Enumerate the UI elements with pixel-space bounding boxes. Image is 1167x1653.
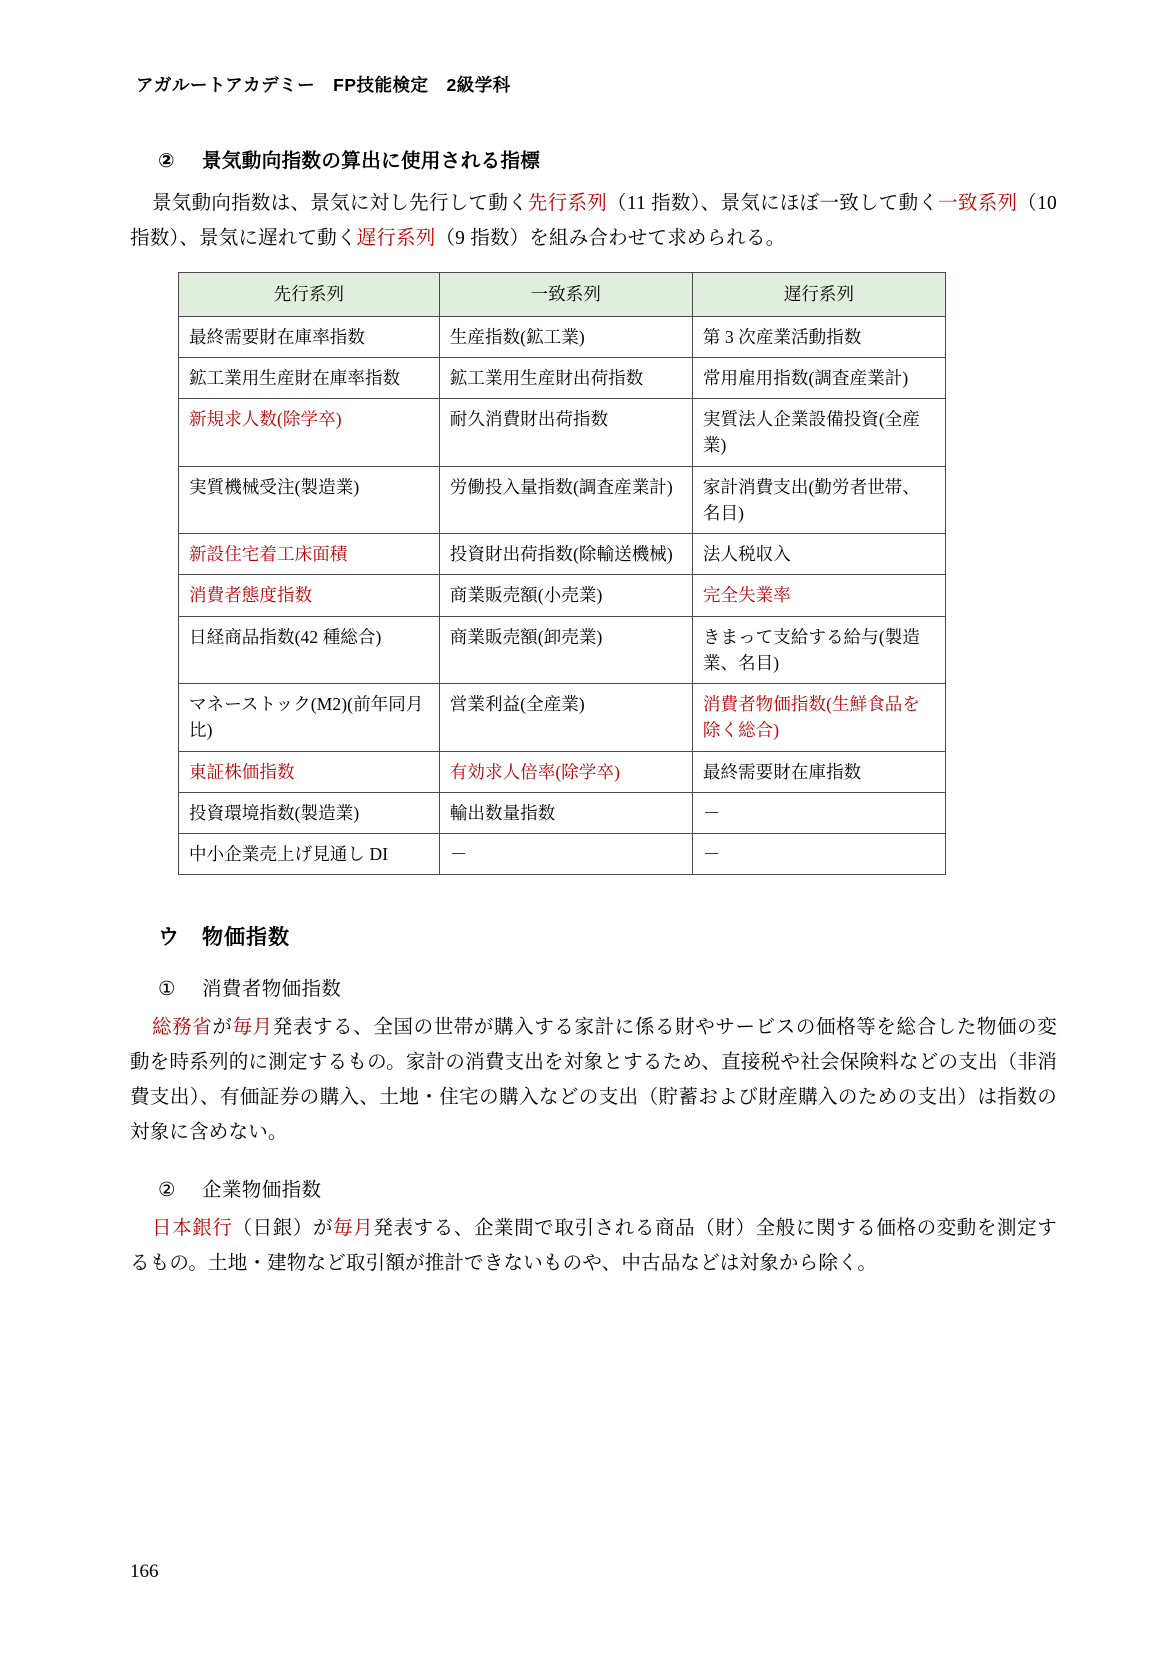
table-cell: 消費者物価指数(生鮮食品を除く総合) [692, 684, 945, 752]
item-heading-2 [158, 1174, 1057, 1202]
intro-text-3: （10 指数）、景気に遅れて動く [130, 193, 1057, 249]
table-row [179, 466, 946, 534]
table-cell: 商業販売額(小売業) [439, 575, 692, 616]
term-monthly-1: 毎月 [232, 1017, 273, 1039]
table-cell: 新規求人数(除学卒) [179, 399, 440, 467]
section-intro-paragraph [130, 187, 1057, 256]
table-row [179, 792, 946, 833]
table-row [179, 399, 946, 467]
table-cell: きまって支給する給与(製造業、名目) [692, 616, 945, 684]
item-title-2: 企業物価指数 [202, 1179, 322, 1202]
term-leading-series: 先行系列 [527, 193, 608, 214]
section-number: ② [158, 150, 175, 172]
table-cell: 法人税収入 [692, 534, 945, 575]
item-body-2 [130, 1212, 1057, 1281]
table-row [179, 751, 946, 792]
item-number-1: ① [158, 978, 176, 1001]
table-row [179, 534, 946, 575]
table-cell: 鉱工業用生産財出荷指数 [439, 357, 692, 398]
item2-text-2: 発表する、企業間で取引される商品（財）全般に関する価格の変動を測定するもの。土地・建物など取引額が推計できないものや、中古品などは対象から除く。 [130, 1218, 1057, 1274]
item1-text-2: 発表する、全国の世帯が購入する家計に係る財やサービスの価格等を総合した物価の変動を時系列的に測定するもの。家計の消費支出を対象とするため、直接税や社会保険料などの支出（非消費支出）、有価証券の購入、土地・住宅の購入などの支出（貯蓄および財産購入のための支出）は指数の対象に含めない。 [130, 1017, 1057, 1143]
page-number: 166 [130, 1561, 159, 1582]
table-cell: 家計消費支出(勤労者世帯、名目) [692, 466, 945, 534]
table-cell: 投資財出荷指数(除輸送機械) [439, 534, 692, 575]
table-row [179, 834, 946, 875]
item2-text-1: （日銀）が [232, 1218, 334, 1240]
column-header-coincident: 一致系列 [439, 273, 692, 316]
intro-text-1: 景気動向指数は、景気に対し先行して動く [152, 193, 528, 214]
subsection-title: 物価指数 [202, 926, 290, 950]
table-cell: 日経商品指数(42 種総合) [179, 616, 440, 684]
item-number-2: ② [158, 1179, 176, 1202]
table-cell: 東証株価指数 [179, 751, 440, 792]
table-cell: 消費者態度指数 [179, 575, 440, 616]
table-row [179, 684, 946, 752]
section-heading [158, 145, 1057, 173]
table-cell: 実質法人企業設備投資(全産業) [692, 399, 945, 467]
table-cell: 商業販売額(卸売業) [439, 616, 692, 684]
table-cell: 鉱工業用生産財在庫率指数 [179, 357, 440, 398]
subsection-heading [158, 921, 1057, 951]
column-header-leading: 先行系列 [179, 273, 440, 316]
table-cell: 生産指数(鉱工業) [439, 316, 692, 357]
column-header-lagging: 遅行系列 [692, 273, 945, 316]
table-cell: 最終需要財在庫指数 [692, 751, 945, 792]
term-ministry: 総務省 [152, 1017, 213, 1039]
table-cell: － [439, 834, 692, 875]
table-cell: 実質機械受注(製造業) [179, 466, 440, 534]
table-cell: 耐久消費財出荷指数 [439, 399, 692, 467]
table-row [179, 357, 946, 398]
table-cell: 新設住宅着工床面積 [179, 534, 440, 575]
table-row [179, 575, 946, 616]
running-header: アガルートアカデミー FP技能検定 2級学科 [136, 75, 511, 95]
table-cell: 投資環境指数(製造業) [179, 792, 440, 833]
table-cell: 中小企業売上げ見通し DI [179, 834, 440, 875]
term-lagging-series: 遅行系列 [356, 227, 436, 249]
table-cell: － [692, 834, 945, 875]
table-cell: 第 3 次産業活動指数 [692, 316, 945, 357]
table-cell: 営業利益(全産業) [439, 684, 692, 752]
table-cell: 常用雇用指数(調査産業計) [692, 357, 945, 398]
table-cell: マネーストック(M2)(前年同月比) [179, 684, 440, 752]
term-bank-of-japan: 日本銀行 [152, 1218, 233, 1240]
table-cell: 有効求人倍率(除学卒) [439, 751, 692, 792]
term-coincident-series: 一致系列 [938, 193, 1018, 214]
table-cell: 完全失業率 [692, 575, 945, 616]
item-title-1: 消費者物価指数 [202, 978, 342, 1001]
table-cell: － [692, 792, 945, 833]
table-row [179, 616, 946, 684]
item-heading-1 [158, 973, 1057, 1001]
section-title: 景気動向指数の算出に使用される指標 [202, 150, 541, 172]
table-cell: 最終需要財在庫率指数 [179, 316, 440, 357]
intro-text-2: （11 指数）、景気にほぼ一致して動く [607, 193, 939, 214]
table-body [179, 316, 946, 875]
table-header-row [179, 273, 946, 316]
table-row [179, 316, 946, 357]
term-monthly-2: 毎月 [333, 1218, 374, 1240]
subsection-mark: ウ [158, 926, 180, 950]
item-body-1 [130, 1011, 1057, 1150]
intro-text-4: （9 指数）を組み合わせて求められる。 [435, 227, 786, 249]
table-cell: 労働投入量指数(調査産業計) [439, 466, 692, 534]
index-series-table [178, 272, 946, 875]
table-cell: 輸出数量指数 [439, 792, 692, 833]
item1-text-1: が [212, 1017, 233, 1039]
